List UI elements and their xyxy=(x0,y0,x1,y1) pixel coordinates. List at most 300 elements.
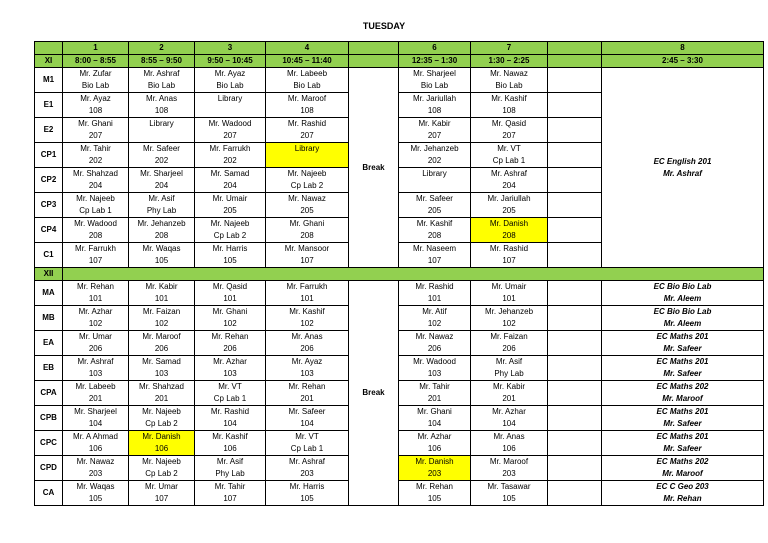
slot-cell xyxy=(63,118,129,143)
slot-cell xyxy=(129,381,195,406)
slot-cell xyxy=(195,143,266,168)
slot-cell xyxy=(471,93,548,118)
room-name: 104 xyxy=(300,419,314,428)
slot-cell xyxy=(129,168,195,193)
slot-cell xyxy=(63,381,129,406)
teacher-name: Mr. Ayaz xyxy=(80,94,111,103)
empty-cell xyxy=(548,168,602,193)
teacher-name: Mr. Najeeb xyxy=(210,219,250,228)
room-name: Cp Lab 1 xyxy=(79,206,112,215)
room-name: 106 xyxy=(502,444,516,453)
room-name: 105 xyxy=(88,494,103,503)
teacher-name: Mr. Waqas xyxy=(142,244,181,253)
slot-cell xyxy=(399,356,471,381)
teacher-name: Mr. Farrukh xyxy=(75,244,116,253)
slot-cell xyxy=(63,193,129,218)
class-code: EB xyxy=(35,356,63,381)
teacher-name: Mr. Kabir xyxy=(418,119,451,128)
slot-cell xyxy=(471,218,548,243)
slot-cell xyxy=(129,406,195,431)
teacher-name: Mr. Faizan xyxy=(490,332,528,341)
ec-subject: EC English 201 xyxy=(653,156,712,166)
room-name: 102 xyxy=(154,319,169,328)
teacher-name: Mr. Faizan xyxy=(142,307,181,316)
room-name: 102 xyxy=(427,319,442,328)
room-name: 206 xyxy=(502,344,516,353)
room-name: 203 xyxy=(300,469,314,478)
room-name: 204 xyxy=(223,181,237,190)
room-name: 106 xyxy=(427,444,442,453)
room-name: 101 xyxy=(300,294,314,303)
teacher-name: Mr. Shahzad xyxy=(139,382,184,391)
slot-cell xyxy=(266,168,349,193)
period-number: 1 xyxy=(63,42,129,55)
slot-cell xyxy=(266,243,349,268)
teacher-name: Mr. Zufar xyxy=(79,69,112,78)
slot-cell xyxy=(195,93,266,118)
empty-cell xyxy=(548,118,602,143)
slot-cell xyxy=(63,168,129,193)
teacher-name: Library xyxy=(217,94,243,103)
slot-cell xyxy=(129,356,195,381)
teacher-name: Mr. Ghani xyxy=(289,219,325,228)
class-code: MB xyxy=(35,306,63,331)
room-name: 103 xyxy=(88,369,103,378)
slot-cell xyxy=(399,281,471,306)
room-name: Phy Lab xyxy=(494,369,524,378)
class-code: M1 xyxy=(35,68,63,93)
teacher-name: Mr. Rashid xyxy=(489,244,529,253)
class-row xyxy=(35,406,764,431)
room-name: 206 xyxy=(154,344,169,353)
room-name: 207 xyxy=(300,131,314,140)
room-name: 108 xyxy=(300,106,314,115)
empty-cell xyxy=(548,481,602,506)
teacher-name: Mr. Nawaz xyxy=(490,69,528,78)
period-time: 8:55 – 9:50 xyxy=(129,55,195,68)
room-name: 201 xyxy=(427,394,442,403)
slot-cell xyxy=(129,243,195,268)
class-row xyxy=(35,68,764,93)
slot-cell xyxy=(471,118,548,143)
slot-cell xyxy=(195,193,266,218)
room-name: 206 xyxy=(300,344,314,353)
room-name xyxy=(129,130,194,142)
ec-teacher: Mr. Aleem xyxy=(663,319,702,328)
slot-cell xyxy=(471,456,548,481)
ec-teacher: Mr. Safeer xyxy=(663,369,702,378)
section-label: XI xyxy=(35,55,63,68)
slot-cell xyxy=(63,218,129,243)
ec-cell xyxy=(602,331,764,356)
slot-cell xyxy=(399,431,471,456)
teacher-name: Mr. Safeer xyxy=(416,194,453,203)
slot-cell xyxy=(195,481,266,506)
room-name: 201 xyxy=(88,394,103,403)
ec-teacher: Mr. Rehan xyxy=(663,494,702,503)
period-time: 10:45 – 11:40 xyxy=(266,55,349,68)
period-number: 6 xyxy=(399,42,471,55)
room-name: 103 xyxy=(154,369,169,378)
room-name: 107 xyxy=(502,256,516,265)
room-name: 104 xyxy=(223,419,237,428)
slot-cell xyxy=(63,93,129,118)
room-name: 207 xyxy=(502,131,516,140)
teacher-name: Mr. Nawaz xyxy=(415,332,454,341)
teacher-name: Mr. Harris xyxy=(289,482,325,491)
room-name: 205 xyxy=(427,206,442,215)
room-name: 206 xyxy=(88,344,103,353)
teacher-name: Mr. Safeer xyxy=(288,407,326,416)
slot-cell xyxy=(471,168,548,193)
slot-cell xyxy=(129,193,195,218)
period-number: 3 xyxy=(195,42,266,55)
slot-cell xyxy=(63,243,129,268)
class-row xyxy=(35,481,764,506)
slot-cell xyxy=(266,281,349,306)
class-row xyxy=(35,331,764,356)
room-name: Cp Lab 1 xyxy=(290,444,324,453)
teacher-name: Mr. Wadood xyxy=(74,219,117,228)
teacher-name: Mr. Atif xyxy=(422,307,447,316)
slot-cell xyxy=(471,306,548,331)
teacher-name: Mr. Harris xyxy=(212,244,248,253)
room-name: 106 xyxy=(223,444,237,453)
room-name: 102 xyxy=(88,319,103,328)
empty-cell xyxy=(548,193,602,218)
timetable xyxy=(34,41,764,506)
slot-cell xyxy=(266,406,349,431)
slot-cell xyxy=(129,93,195,118)
slot-cell xyxy=(63,356,129,381)
ec-subject: EC Maths 202 xyxy=(656,382,709,391)
slot-cell xyxy=(399,306,471,331)
ec-cell xyxy=(602,481,764,506)
empty-cell xyxy=(548,243,602,268)
slot-cell xyxy=(266,381,349,406)
teacher-name: Mr. Rashid xyxy=(415,282,454,291)
slot-cell xyxy=(471,243,548,268)
teacher-name: Mr. Anas xyxy=(291,332,323,341)
room-name: Bio Lab xyxy=(293,81,321,90)
empty-cell xyxy=(548,93,602,118)
slot-cell xyxy=(399,218,471,243)
ec-subject: EC Maths 201 xyxy=(656,432,709,441)
room-name: 107 xyxy=(300,256,314,265)
class-row xyxy=(35,306,764,331)
class-row xyxy=(35,381,764,406)
section-label: XII xyxy=(35,268,63,281)
slot-cell xyxy=(195,381,266,406)
empty-cell xyxy=(548,456,602,481)
teacher-name: Mr. Rehan xyxy=(211,332,249,341)
slot-cell xyxy=(129,118,195,143)
slot-cell xyxy=(399,406,471,431)
slot-cell xyxy=(471,431,548,456)
period-number: 4 xyxy=(266,42,349,55)
teacher-name: Mr. Umair xyxy=(212,194,248,203)
slot-cell xyxy=(129,331,195,356)
room-name: 104 xyxy=(427,419,442,428)
slot-cell xyxy=(266,431,349,456)
slot-cell xyxy=(399,481,471,506)
teacher-name: Mr. Asif xyxy=(216,457,244,466)
room-name: 105 xyxy=(300,494,314,503)
empty-cell xyxy=(548,381,602,406)
room-name: 105 xyxy=(154,256,169,265)
slot-cell xyxy=(129,456,195,481)
room-name: Cp Lab 2 xyxy=(145,419,178,428)
room-name: 206 xyxy=(427,344,442,353)
slot-cell xyxy=(471,406,548,431)
slot-cell xyxy=(266,193,349,218)
slot-cell xyxy=(471,356,548,381)
teacher-name: Mr. Anas xyxy=(493,432,525,441)
class-code: CP3 xyxy=(35,193,63,218)
period-time: 1:30 – 2:25 xyxy=(471,55,548,68)
teacher-name: Mr. Najeeb xyxy=(142,407,181,416)
room-name xyxy=(399,180,470,192)
teacher-name: Mr. Kabir xyxy=(145,282,178,291)
room-name: 204 xyxy=(88,181,103,190)
xii-section-row xyxy=(35,268,764,281)
teacher-name: Mr. A Ahmad xyxy=(73,432,118,441)
slot-cell xyxy=(195,218,266,243)
slot-cell xyxy=(129,218,195,243)
room-name: Bio Lab xyxy=(81,81,110,90)
room-name: Cp Lab 1 xyxy=(492,156,526,165)
teacher-name: Library xyxy=(149,119,174,128)
class-code: CA xyxy=(35,481,63,506)
teacher-name: Mr. Tahir xyxy=(214,482,246,491)
empty-cell xyxy=(548,331,602,356)
period-time: 8:00 – 8:55 xyxy=(63,55,129,68)
ec-teacher: Mr. Safeer xyxy=(663,344,702,353)
slot-cell xyxy=(399,456,471,481)
teacher-name: Mr. Najeeb xyxy=(287,169,327,178)
slot-cell xyxy=(63,406,129,431)
slot-cell xyxy=(195,406,266,431)
room-name: 202 xyxy=(223,156,237,165)
teacher-name: Mr. Kashif xyxy=(289,307,325,316)
room-name: 207 xyxy=(88,131,103,140)
slot-cell xyxy=(471,481,548,506)
room-name: 207 xyxy=(427,131,442,140)
slot-cell xyxy=(129,143,195,168)
room-name: 201 xyxy=(502,394,516,403)
empty-cell xyxy=(548,306,602,331)
slot-cell xyxy=(195,306,266,331)
room-name: 107 xyxy=(223,494,237,503)
class-code: E1 xyxy=(35,93,63,118)
room-name: 101 xyxy=(223,294,237,303)
room-name: Bio Lab xyxy=(420,81,449,90)
ec-teacher: Mr. Maroof xyxy=(662,394,703,403)
teacher-name: Mr. Nawaz xyxy=(76,457,115,466)
teacher-name: Mr. Danish xyxy=(142,432,181,441)
slot-cell xyxy=(266,68,349,93)
teacher-name: Mr. VT xyxy=(218,382,242,391)
teacher-name: Mr. Rehan xyxy=(77,282,114,291)
room-name: 101 xyxy=(88,294,103,303)
class-row xyxy=(35,431,764,456)
period-time xyxy=(548,55,602,68)
ec-cell xyxy=(602,281,764,306)
room-name: 206 xyxy=(223,344,237,353)
room-name: 108 xyxy=(427,106,442,115)
teacher-name: Mr. Ayaz xyxy=(214,69,246,78)
room-name: 107 xyxy=(427,256,442,265)
room-name: Phy Lab xyxy=(215,469,245,478)
room-name: 103 xyxy=(223,369,237,378)
room-name: 101 xyxy=(427,294,442,303)
teacher-name: Mr. Rashid xyxy=(210,407,250,416)
period-number xyxy=(349,42,399,55)
room-name: 103 xyxy=(427,369,442,378)
teacher-name: Library xyxy=(422,169,447,178)
slot-cell xyxy=(195,168,266,193)
ec-subject: EC C Geo 203 xyxy=(656,482,709,491)
ec-teacher: Mr. Ashraf xyxy=(663,168,702,178)
room-name: 208 xyxy=(154,231,169,240)
room-name: 106 xyxy=(154,444,169,453)
ec-subject: EC Maths 201 xyxy=(656,357,709,366)
teacher-name: Mr. Najeeb xyxy=(76,194,115,203)
room-name: 205 xyxy=(502,206,516,215)
teacher-name: Library xyxy=(294,144,320,153)
slot-cell xyxy=(129,68,195,93)
room-name: 205 xyxy=(300,206,314,215)
class-code: CPB xyxy=(35,406,63,431)
room-name: 202 xyxy=(427,156,442,165)
ec-cell xyxy=(602,381,764,406)
slot-cell xyxy=(399,193,471,218)
teacher-name: Mr. Wadood xyxy=(208,119,252,128)
break-cell: Break xyxy=(349,281,399,506)
room-name: Bio Lab xyxy=(216,81,244,90)
room-name: 105 xyxy=(223,256,237,265)
room-name: 105 xyxy=(427,494,442,503)
slot-cell xyxy=(471,193,548,218)
break-cell: Break xyxy=(349,68,399,268)
teacher-name: Mr. Jehanzeb xyxy=(410,144,459,153)
teacher-name: Mr. Mansoor xyxy=(284,244,330,253)
slot-cell xyxy=(266,306,349,331)
room-name: 208 xyxy=(427,231,442,240)
room-name xyxy=(266,155,348,167)
teacher-name: Mr. Sharjeel xyxy=(140,169,183,178)
ec-teacher: Mr. Safeer xyxy=(663,444,702,453)
slot-cell xyxy=(63,306,129,331)
teacher-name: Mr. Tahir xyxy=(419,382,450,391)
class-row xyxy=(35,281,764,306)
room-name: Cp Lab 2 xyxy=(290,181,324,190)
slot-cell xyxy=(266,456,349,481)
teacher-name: Mr. Ghani xyxy=(212,307,248,316)
empty-cell xyxy=(548,143,602,168)
room-name: 108 xyxy=(502,106,516,115)
corner-cell xyxy=(35,42,63,55)
teacher-name: Mr. Ashraf xyxy=(143,69,180,78)
room-name: Cp Lab 1 xyxy=(213,394,247,403)
class-code: CPD xyxy=(35,456,63,481)
slot-cell xyxy=(195,68,266,93)
period-time xyxy=(349,55,399,68)
slot-cell xyxy=(399,331,471,356)
teacher-name: Mr. Naseem xyxy=(412,244,457,253)
teacher-name: Mr. Waqas xyxy=(76,482,115,491)
ec-cell xyxy=(602,406,764,431)
slot-cell xyxy=(399,243,471,268)
class-code: E2 xyxy=(35,118,63,143)
teacher-name: Mr. Jehanzeb xyxy=(484,307,534,316)
teacher-name: Mr. Danish xyxy=(415,457,454,466)
teacher-name: Mr. Shahzad xyxy=(73,169,118,178)
room-name: 105 xyxy=(502,494,516,503)
teacher-name: Mr. Tahir xyxy=(80,144,111,153)
room-name: 203 xyxy=(427,469,442,478)
slot-cell xyxy=(399,118,471,143)
room-name: 107 xyxy=(88,256,103,265)
room-name: 204 xyxy=(154,181,169,190)
teacher-name: Mr. Ghani xyxy=(417,407,452,416)
slot-cell xyxy=(63,68,129,93)
slot-cell xyxy=(266,93,349,118)
teacher-name: Mr. Anas xyxy=(145,94,178,103)
class-code: EA xyxy=(35,331,63,356)
room-name: 101 xyxy=(502,294,516,303)
teacher-name: Mr. Rehan xyxy=(416,482,453,491)
class-code: MA xyxy=(35,281,63,306)
room-name: 106 xyxy=(88,444,103,453)
slot-cell xyxy=(266,143,349,168)
class-code: CPA xyxy=(35,381,63,406)
slot-cell xyxy=(195,118,266,143)
teacher-name: Mr. Danish xyxy=(489,219,529,228)
room-name: 108 xyxy=(88,106,103,115)
teacher-name: Mr. Jariullah xyxy=(412,94,457,103)
class-code: CP4 xyxy=(35,218,63,243)
room-name: 208 xyxy=(502,231,516,240)
teacher-name: Mr. Wadood xyxy=(413,357,456,366)
teacher-name: Mr. Farrukh xyxy=(286,282,328,291)
room-name: 102 xyxy=(223,319,237,328)
slot-cell xyxy=(63,481,129,506)
teacher-name: Mr. Maroof xyxy=(287,94,327,103)
period-number: 7 xyxy=(471,42,548,55)
empty-cell xyxy=(548,431,602,456)
empty-cell xyxy=(548,281,602,306)
teacher-name: Mr. Umar xyxy=(145,482,178,491)
teacher-name: Mr. Sharjeel xyxy=(74,407,117,416)
teacher-name: Mr. Jehanzeb xyxy=(137,219,186,228)
teacher-name: Mr. Ayaz xyxy=(291,357,323,366)
room-name: 203 xyxy=(502,469,516,478)
period-number: 2 xyxy=(129,42,195,55)
room-name: 205 xyxy=(223,206,237,215)
ec-teacher: Mr. Maroof xyxy=(662,469,703,478)
ec-subject: EC Bio Bio Lab xyxy=(653,282,712,291)
slot-cell xyxy=(266,331,349,356)
class-code: C1 xyxy=(35,243,63,268)
teacher-name: Mr. Rashid xyxy=(287,119,327,128)
slot-cell xyxy=(129,431,195,456)
ec-cell xyxy=(602,431,764,456)
slot-cell xyxy=(63,143,129,168)
room-name: Cp Lab 2 xyxy=(145,469,178,478)
empty-cell xyxy=(548,356,602,381)
teacher-name: Mr. Najeeb xyxy=(142,457,181,466)
